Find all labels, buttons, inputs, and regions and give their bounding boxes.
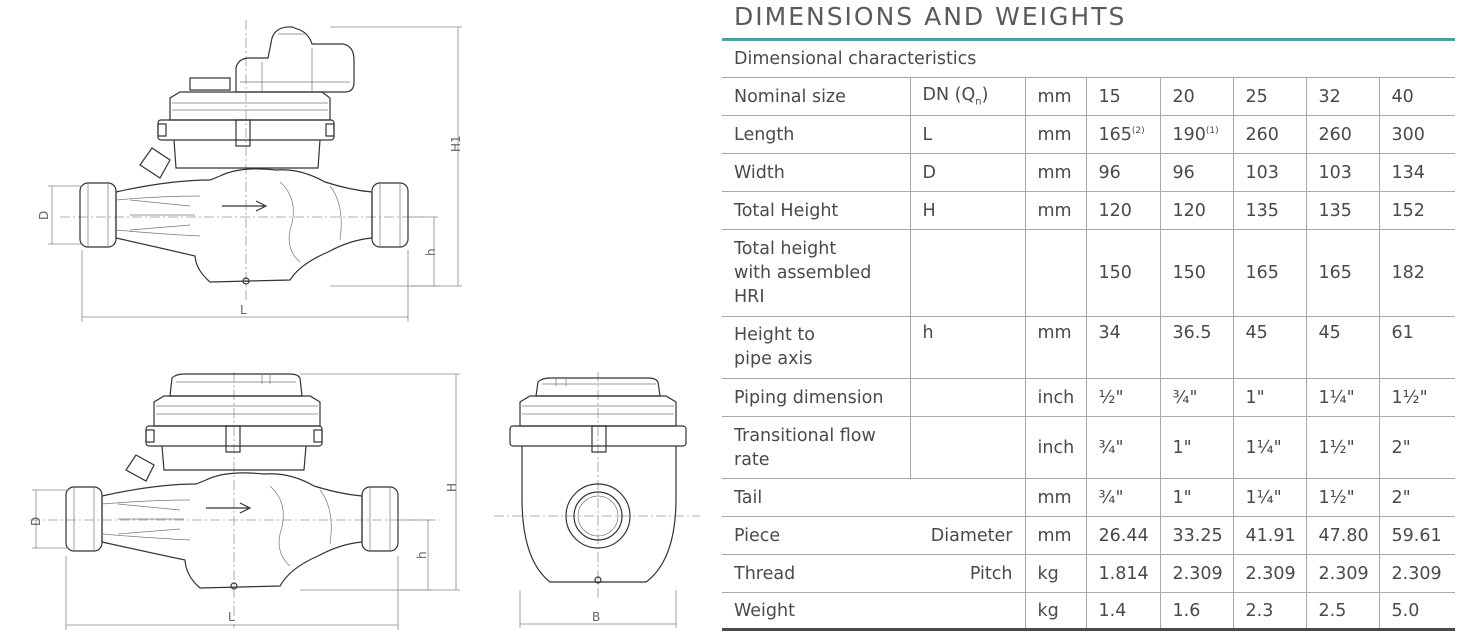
cell: ½" xyxy=(1086,379,1160,417)
dim-label-B: B xyxy=(592,610,601,624)
cell: 103 xyxy=(1233,154,1306,192)
row-label: Length xyxy=(722,116,910,154)
cell: 59.61 xyxy=(1379,517,1455,555)
dimensions-table xyxy=(722,41,1455,631)
cell: 300 xyxy=(1379,116,1455,154)
row-symbol: H xyxy=(910,192,1025,230)
cell: 32 xyxy=(1306,78,1379,116)
dim-label-D: D xyxy=(37,210,51,220)
cell: 1.6 xyxy=(1160,593,1233,630)
cell: 165 xyxy=(1233,230,1306,317)
table-row-thread-pitch xyxy=(722,555,1455,593)
cell: ¾" xyxy=(1160,379,1233,417)
cell: 96 xyxy=(1086,154,1160,192)
table-row-total-height-hri xyxy=(722,230,1455,317)
dim-label-L-bottom: L xyxy=(228,610,235,624)
cell: 47.80 xyxy=(1306,517,1379,555)
row-unit: mm xyxy=(1025,517,1086,555)
table-row-height-pipe-axis xyxy=(722,317,1455,379)
row-symbol xyxy=(910,379,1025,417)
cell: 2" xyxy=(1379,479,1455,517)
cell: ¾" xyxy=(1086,417,1160,479)
table-row-tail xyxy=(722,479,1455,517)
technical-drawings xyxy=(0,0,715,636)
cell: 1¼" xyxy=(1233,417,1306,479)
row-label: Total height with assembled HRI xyxy=(722,230,910,317)
row-unit: mm xyxy=(1025,192,1086,230)
cell: 1.814 xyxy=(1086,555,1160,593)
cell: 40 xyxy=(1379,78,1455,116)
cell: 61 xyxy=(1379,317,1455,379)
row-label: Tail xyxy=(722,479,1025,517)
cell: 190$^{(1)}$ xyxy=(1160,116,1233,154)
cell: 165 xyxy=(1306,230,1379,317)
cell: 134 xyxy=(1379,154,1455,192)
row-label: Transitional flow rate xyxy=(722,417,910,479)
cell: 260 xyxy=(1233,116,1306,154)
row-label: Weight xyxy=(722,593,1025,630)
cell: 41.91 xyxy=(1233,517,1306,555)
cell: 1¼" xyxy=(1306,379,1379,417)
cell: 25 xyxy=(1233,78,1306,116)
cell: 152 xyxy=(1379,192,1455,230)
page-title: DIMENSIONS AND WEIGHTS xyxy=(734,2,1127,31)
row-label: Nominal size xyxy=(722,78,910,116)
row-label: Width xyxy=(722,154,910,192)
dim-label-L-top: L xyxy=(240,303,247,317)
row-unit: mm xyxy=(1025,317,1086,379)
table-row-weight xyxy=(722,593,1455,630)
cell: 36.5 xyxy=(1160,317,1233,379)
meter-side-view xyxy=(29,372,460,630)
cell: 26.44 xyxy=(1086,517,1160,555)
section-header-row xyxy=(722,41,1455,78)
row-unit: mm xyxy=(1025,154,1086,192)
cell: 150 xyxy=(1160,230,1233,317)
row-unit: mm xyxy=(1025,479,1086,517)
cell: 1" xyxy=(1160,479,1233,517)
cell: 96 xyxy=(1160,154,1233,192)
cell: 1" xyxy=(1233,379,1306,417)
table-row-piping-dimension xyxy=(722,379,1455,417)
cell: 120 xyxy=(1160,192,1233,230)
cell: 2.3 xyxy=(1233,593,1306,630)
dim-label-D-bottom: D xyxy=(29,516,43,526)
cell: 1¼" xyxy=(1233,479,1306,517)
cell: 34 xyxy=(1086,317,1160,379)
cell: 135 xyxy=(1233,192,1306,230)
cell: 2" xyxy=(1379,417,1455,479)
cell: 103 xyxy=(1306,154,1379,192)
dim-label-H1: H1 xyxy=(449,135,463,152)
row-label: Thread xyxy=(722,555,910,593)
row-label: Piece xyxy=(722,517,910,555)
table-row-total-height xyxy=(722,192,1455,230)
row-symbol: L xyxy=(910,116,1025,154)
cell: 150 xyxy=(1086,230,1160,317)
cell: 2.309 xyxy=(1306,555,1379,593)
row-sublabel: Diameter xyxy=(910,517,1025,555)
row-unit xyxy=(1025,230,1086,317)
cell: 45 xyxy=(1233,317,1306,379)
row-label: Total Height xyxy=(722,192,910,230)
cell: 1" xyxy=(1160,417,1233,479)
row-symbol xyxy=(910,230,1025,317)
cell: 1.4 xyxy=(1086,593,1160,630)
row-unit: inch xyxy=(1025,417,1086,479)
cell: 260 xyxy=(1306,116,1379,154)
cell: ¾" xyxy=(1086,479,1160,517)
cell: 165$^{(2)}$ xyxy=(1086,116,1160,154)
row-symbol: h xyxy=(910,317,1025,379)
cell: 1½" xyxy=(1306,417,1379,479)
dim-label-H: H xyxy=(445,482,459,492)
table-row-length xyxy=(722,116,1455,154)
row-unit: kg xyxy=(1025,593,1086,630)
section-title: Dimensional characteristics xyxy=(722,41,1455,78)
cell: 20 xyxy=(1160,78,1233,116)
row-symbol: D xyxy=(910,154,1025,192)
cell: 2.5 xyxy=(1306,593,1379,630)
cell: 2.309 xyxy=(1379,555,1455,593)
cell: 2.309 xyxy=(1233,555,1306,593)
meter-side-view-with-register xyxy=(37,20,463,322)
row-symbol: DN $(Q_n)$ xyxy=(910,78,1025,116)
table-row-nominal-size xyxy=(722,78,1455,116)
row-label: Piping dimension xyxy=(722,379,910,417)
cell: 45 xyxy=(1306,317,1379,379)
row-symbol xyxy=(910,417,1025,479)
dim-label-h-bottom: h xyxy=(415,551,429,559)
cell: 135 xyxy=(1306,192,1379,230)
cell: 120 xyxy=(1086,192,1160,230)
row-unit: kg xyxy=(1025,555,1086,593)
row-sublabel: Pitch xyxy=(910,555,1025,593)
dim-label-h-top: h xyxy=(424,248,438,256)
row-unit: inch xyxy=(1025,379,1086,417)
row-label: Height to pipe axis xyxy=(722,317,910,379)
cell: 15 xyxy=(1086,78,1160,116)
table-row-transitional-flow xyxy=(722,417,1455,479)
cell: 33.25 xyxy=(1160,517,1233,555)
row-unit: mm xyxy=(1025,116,1086,154)
cell: 5.0 xyxy=(1379,593,1455,630)
cell: 1½" xyxy=(1306,479,1379,517)
cell: 1½" xyxy=(1379,379,1455,417)
cell: 182 xyxy=(1379,230,1455,317)
row-unit: mm xyxy=(1025,78,1086,116)
cell: 2.309 xyxy=(1160,555,1233,593)
table-row-piece-diameter xyxy=(722,517,1455,555)
table-row-width xyxy=(722,154,1455,192)
meter-front-view xyxy=(494,372,700,628)
